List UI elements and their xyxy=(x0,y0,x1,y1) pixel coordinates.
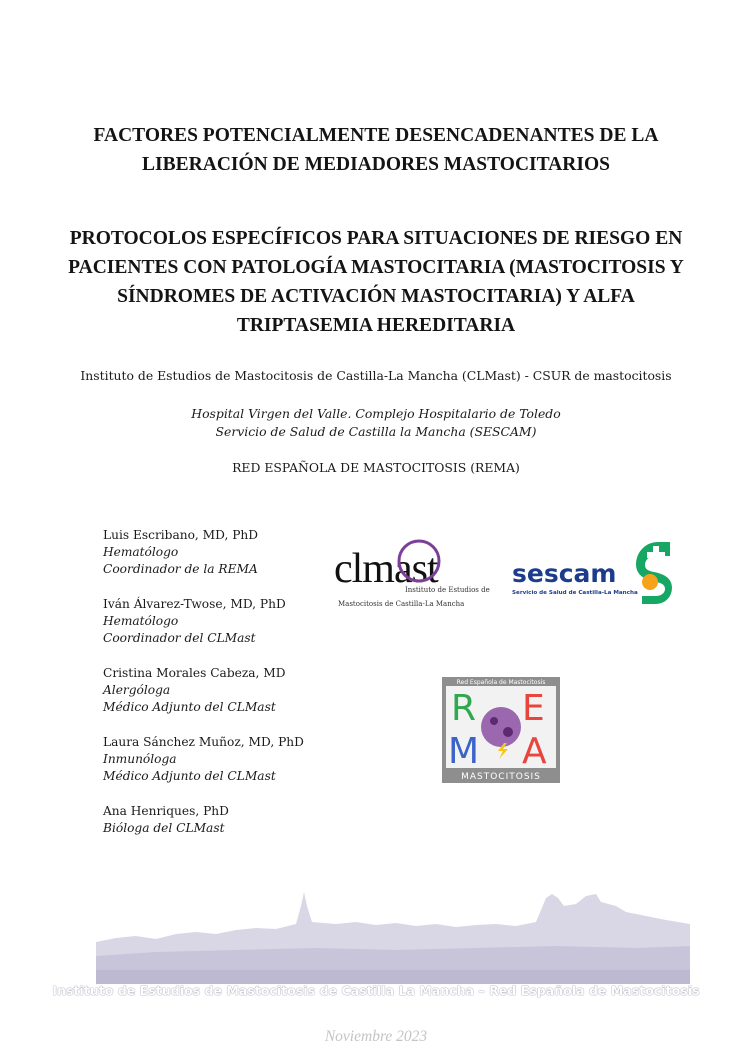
subtitle-line: TRIPTASEMIA HEREDITARIA xyxy=(236,315,516,336)
rema-top-label: Red Española de Mastocitosis xyxy=(456,679,546,686)
rema-letter-a: A xyxy=(522,731,547,772)
author-role: Hematólogo xyxy=(103,614,179,628)
author-position: Médico Adjunto del CLMast xyxy=(103,769,276,783)
author-role: Hematólogo xyxy=(103,545,179,559)
clmast-subtitle-2: Mastocitosis de Castilla-La Mancha xyxy=(338,600,465,608)
sescam-subtitle: Servicio de Salud de Castilla-La Mancha xyxy=(512,590,638,596)
toledo-skyline-banner xyxy=(96,884,690,984)
document-title xyxy=(40,121,712,179)
cross-icon xyxy=(647,552,665,558)
author-role: Bióloga del CLMast xyxy=(103,821,225,835)
institute-line: Instituto de Estudios de Mastocitosis de Castilla-La Mancha (CLMast) - CSUR de mastocitosis xyxy=(80,368,672,383)
orange-dot-icon xyxy=(642,574,658,590)
author-role: Inmunóloga xyxy=(103,752,177,766)
author-entry xyxy=(103,596,343,665)
author-name: Cristina Morales Cabeza, MD xyxy=(103,666,286,680)
footer-caption: Instituto de Estudios de Mastocitosis de Castilla La Mancha – Red Española de Mastocitosis xyxy=(52,983,700,998)
document-subtitle xyxy=(40,224,712,340)
author-name: Luis Escribano, MD, PhD xyxy=(103,528,259,542)
subtitle-line: PROTOCOLOS ESPECÍFICOS PARA SITUACIONES DE RIESGO EN xyxy=(69,228,683,249)
rema-letter-m: M xyxy=(448,731,480,772)
clmast-logo xyxy=(330,522,490,614)
author-entry xyxy=(103,734,343,803)
author-entry xyxy=(103,803,343,872)
service-line: Servicio de Salud de Castilla la Mancha (SESCAM) xyxy=(215,424,537,439)
network-line: RED ESPAÑOLA DE MASTOCITOSIS (REMA) xyxy=(232,460,520,475)
author-position: Coordinador del CLMast xyxy=(103,631,256,645)
author-name: Iván Álvarez-Twose, MD, PhD xyxy=(103,597,286,611)
clmast-subtitle-1: Instituto de Estudios de xyxy=(405,586,490,594)
publication-date: Noviembre 2023 xyxy=(324,1028,428,1045)
rema-bottom-label: MASTOCITOSIS xyxy=(461,772,541,782)
clmast-wordmark: clmast xyxy=(334,546,438,592)
rema-logo xyxy=(442,677,560,783)
mast-cell-icon xyxy=(481,707,521,747)
author-entry xyxy=(103,527,343,596)
author-entry xyxy=(103,665,343,734)
sescam-wordmark: sescam xyxy=(512,559,617,588)
title-line: FACTORES POTENCIALMENTE DESENCADENANTES DE LA xyxy=(93,125,659,146)
rema-letter-e: E xyxy=(522,688,545,729)
hospital-line: Hospital Virgen del Valle. Complejo Hospitalario de Toledo xyxy=(191,406,561,421)
author-position: Médico Adjunto del CLMast xyxy=(103,700,276,714)
author-name: Ana Henriques, PhD xyxy=(103,804,229,818)
author-list xyxy=(103,527,343,872)
title-line: LIBERACIÓN DE MEDIADORES MASTOCITARIOS xyxy=(142,154,610,175)
subtitle-line: PACIENTES CON PATOLOGÍA MASTOCITARIA (MASTOCITOSIS Y xyxy=(68,257,684,278)
sescam-logo xyxy=(510,538,685,606)
author-position: Coordinador de la REMA xyxy=(103,562,258,576)
rema-letter-r: R xyxy=(451,688,477,729)
subtitle-line: SÍNDROMES DE ACTIVACIÓN MASTOCITARIA) Y ALFA xyxy=(117,286,635,307)
author-role: Alergóloga xyxy=(103,683,171,697)
author-name: Laura Sánchez Muñoz, MD, PhD xyxy=(103,735,304,749)
